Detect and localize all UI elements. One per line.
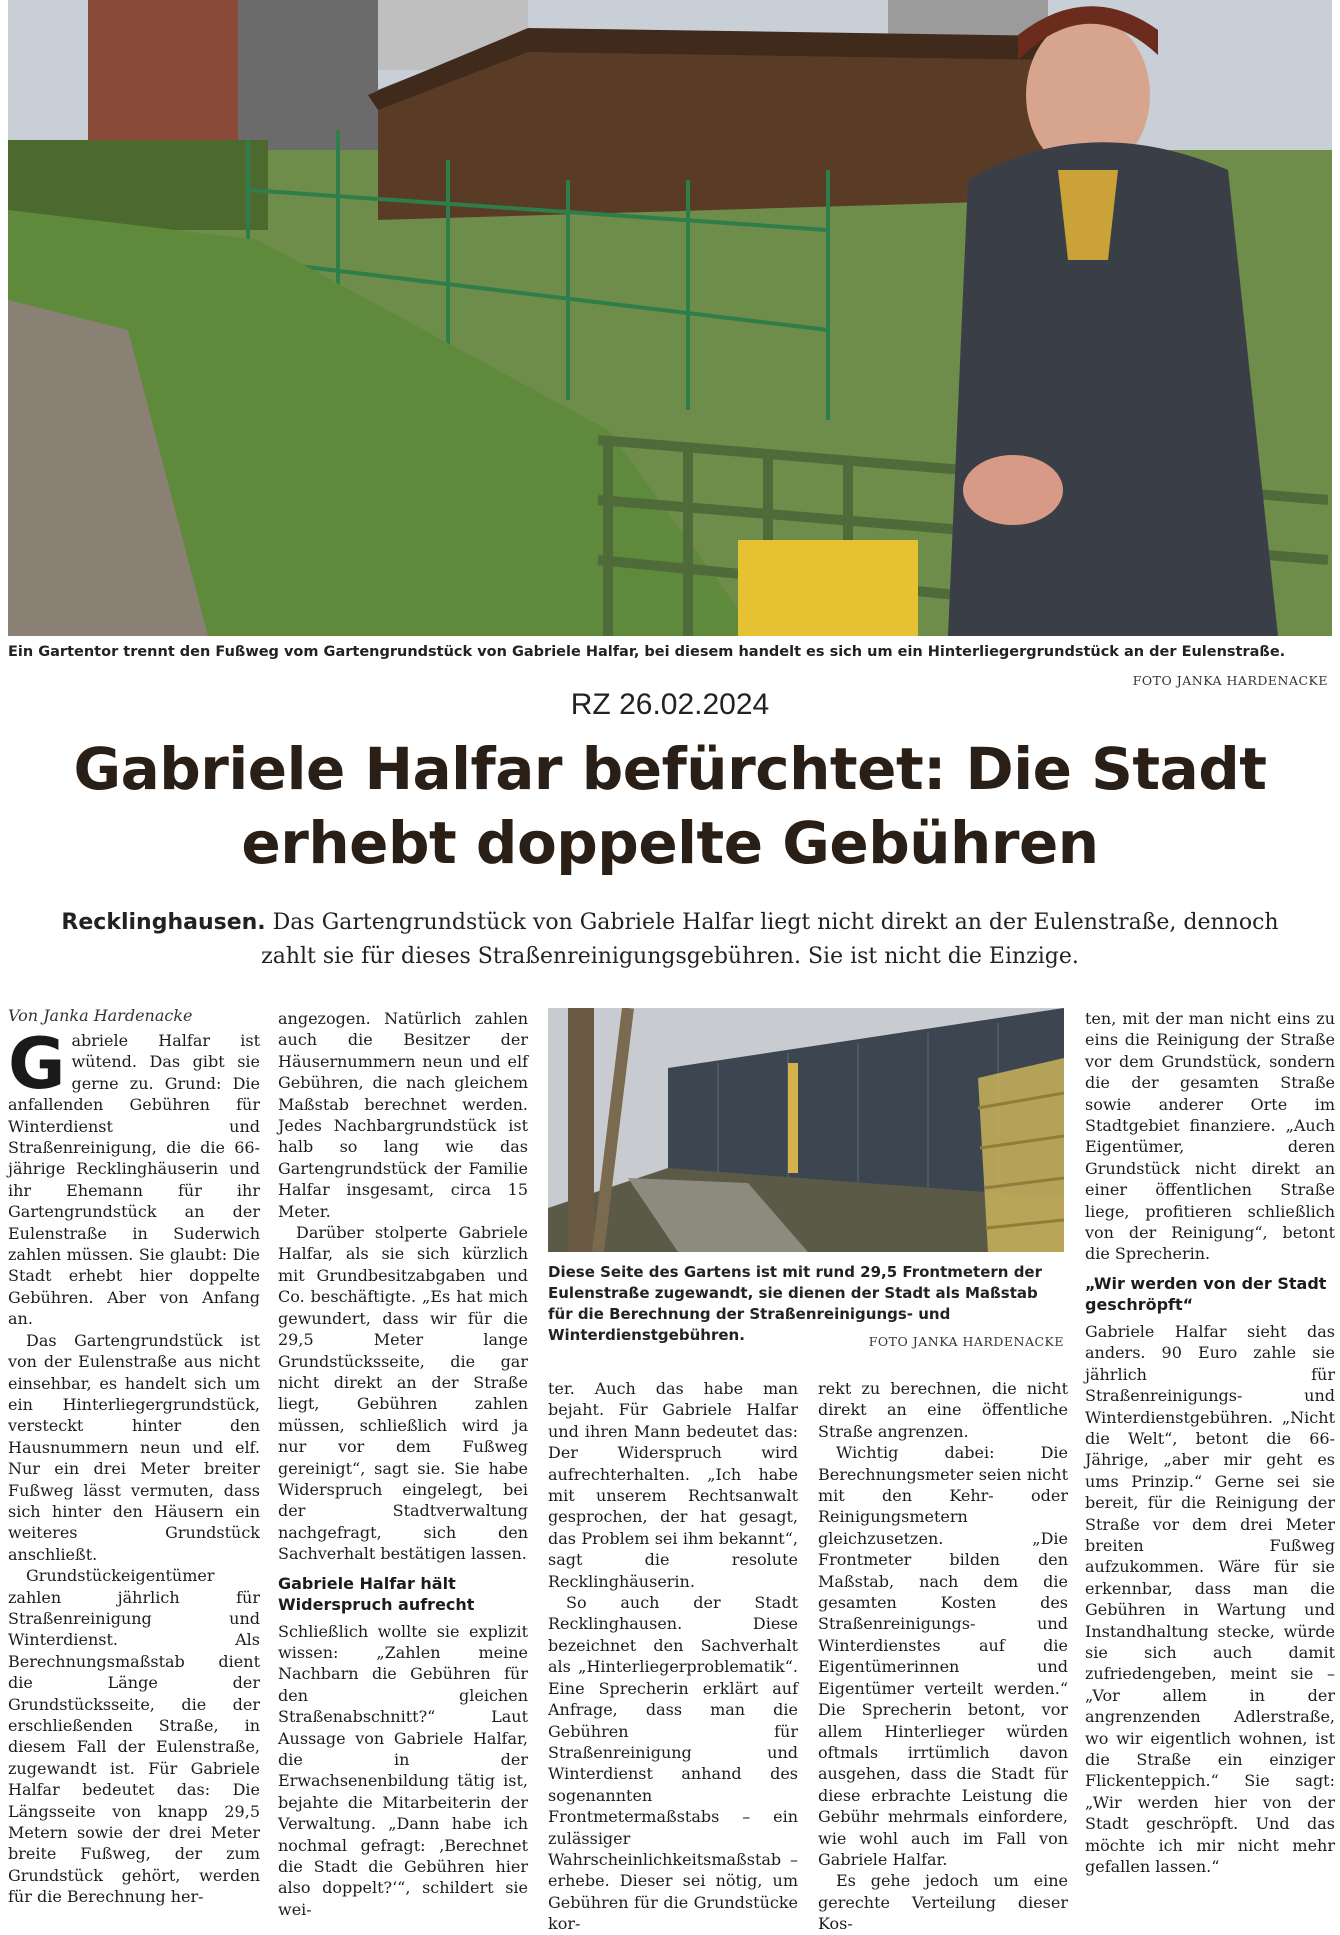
article-column-5: [1085, 1008, 1335, 1877]
headline-line-1: Gabriele Halfar befürchtet: Die Stadt: [73, 735, 1267, 803]
paragraph: Schließlich wollte sie explizit wissen: „Zahlen meine Nachbarn die Gebühren für den gleichen Straßenabschnitt?“ Laut Aussage von Gabriele Halfar, die in der Erwachsenenbildung tätig ist, bejahte die Mitarbeiterin der Verwaltung. „Dann habe ich nochmal gefragt: ‚Berechnet die Stadt die Gebühren hier also doppelt?‘“, schildert sie wei-: [278, 1621, 528, 1919]
photo-caption: Ein Gartentor trennt den Fußweg vom Gartengrundstück von Gabriele Halfar, bei diesem handelt es sich um ein Hinterliegergrundstück an der Eulenstraße.: [8, 644, 1286, 660]
lead-place: Recklinghausen.: [61, 910, 266, 935]
lead-text: Das Gartengrundstück von Gabriele Halfar liegt nicht direkt an der Eulenstraße, dennoch zahlt sie für dieses Straßenreinigungsgebühren. Sie ist nicht die Einzige.: [261, 910, 1279, 969]
headline: [20, 732, 1320, 880]
drop-cap: G: [8, 1023, 66, 1105]
paragraph: rekt zu berechnen, die nicht direkt an eine öffentliche Straße angrenzen.: [818, 1379, 1068, 1441]
paragraph: ter. Auch das habe man bejaht. Für Gabriele Halfar und ihren Mann bedeutet das: Der Widerspruch wird aufrechterhalten. „Ich habe mit unserem Rechtsanwalt gesprochen, der hat gesagt, das Problem sei ihm bekannt“, sagt die resolute Recklinghäuserin.: [548, 1379, 798, 1591]
paragraph: So auch der Stadt Recklinghausen. Diese bezeichnet den Sachverhalt als „Hinterliegerproblematik“. Eine Sprecherin erklärt auf Anfrage, dass man die Gebühren für Straßenreinigung und Winterdienst anhand des sogenannten Frontmetermaßstabs – ein zulässiger Wahrscheinlichkeitsmaßstab – erhebe. Dieser sei nötig, um Gebühren für die Grundstücke kor-: [548, 1593, 798, 1934]
subheading: „Wir werden von der Stadt geschröpft“: [1085, 1273, 1327, 1314]
dateline: RZ 26.02.2024: [570, 688, 770, 721]
paragraph: angezogen. Natürlich zahlen auch die Besitzer der Häusernummern neun und elf Gebühren, die nach gleichem Maßstab berechnet werden. Jedes Nachbargrundstück ist halb so lang wie das Gartengrundstück der Familie Halfar insgesamt, circa 15 Meter.: [278, 1009, 528, 1221]
top-photo: [8, 0, 1332, 636]
subheading: Gabriele Halfar hält Widerspruch aufrecht: [278, 1573, 475, 1614]
headline-line-2: erhebt doppelte Gebühren: [241, 809, 1099, 877]
article-column-3: [548, 1378, 798, 1935]
photo-credit: FOTO JANKA HARDENACKE: [1132, 673, 1328, 688]
author-byline: Von Janka Hardenacke: [8, 1006, 193, 1025]
paragraph: ten, mit der man nicht eins zu eins die Reinigung der Straße vor dem Grundstück, sondern die der gesamten Straße sowie anderer Orte im Stadtgebiet finanziere. „Auch Eigentümer, deren Grundstück nicht direkt an einer öffentlichen Straße liege, profitieren schließlich von der Reinigung“, betont die Sprecherin.: [1085, 1009, 1335, 1264]
article-column-4: [818, 1378, 1068, 1935]
paragraph: Gabriele Halfar sieht das anders. 90 Euro zahle sie jährlich für Straßenreinigungs- und Winterdienstgebühren. „Nicht die Welt“, betont die 66-Jährige, „aber mir geht es ums Prinzip.“ Gerne sei sie bereit, für die Reinigung der Straße vor dem drei Meter breiten Fußweg aufzukommen. Wäre für sie erkennbar, dass man die Gebühren in Wartung und Instandhaltung stecke, würde sie sich auch damit zufriedengeben, meint sie – „Vor allem in der angrenzenden Adlerstraße, wo wir eigentlich wohnen, ist die Straße ein einziger Flickenteppich.“ Sie sagt: „Wir werden hier von der Stadt geschröpft. Und das möchte ich mir nicht mehr gefallen lassen.“: [1085, 1321, 1335, 1877]
lead: [40, 906, 1300, 974]
paragraph: Gabriele Halfar ist wütend. Das gibt sie gerne zu. Grund: Die anfallenden Gebühren für Winterdienst und Straßenreinigung, die die 66-jährige Recklinghäuserin und ihr Ehemann für ihr Gartengrundstück an der Eulenstraße in Suderwich zahlen müssen. Sie glaubt: Die Stadt erhebt hier doppelte Gebühren. Aber von Anfang an.: [8, 1023, 260, 1329]
garden-photo: [548, 1008, 1064, 1252]
garden-photo-credit: FOTO JANKA HARDENACKE: [868, 1334, 1064, 1349]
article-column-1: [8, 1023, 260, 1908]
paragraph: Grundstückeigentümer zahlen jährlich für Straßenreinigung und Winterdienst. Als Berechnungsmaßstab dient die Länge der Grundstücksseite, die der erschließenden Straße, in diesem Fall der Eulenstraße, zugewandt ist. Für Gabriele Halfar bedeutet das: Die Längsseite von knapp 29,5 Metern sowie der drei Meter breite Fußweg, der zum Grundstück gehört, werden für die Berechnung her-: [8, 1566, 260, 1907]
paragraph: Das Gartengrundstück ist von der Eulenstraße aus nicht einsehbar, es handelt sich um ein Hinterliegergrundstück, versteckt hinter den Hausnummern neun und elf. Nur ein drei Meter breiter Fußweg lässt vermuten, dass sich hinter den Häusern ein weiteres Grundstück anschließt.: [8, 1330, 260, 1564]
garden-photo-caption: Diese Seite des Gartens ist mit rund 29,5 Frontmetern der Eulenstraße zugewandt, sie dienen der Stadt als Maßstab für die Berechnung der Straßenreinigungs- und Winterdienstgebühren.: [548, 1263, 1043, 1344]
paragraph: Es gehe jedoch um eine gerechte Verteilung dieser Kos-: [818, 1871, 1068, 1934]
paragraph: Wichtig dabei: Die Berechnungsmeter seien nicht mit den Kehr- oder Reinigungsmetern gleichzusetzen. „Die Frontmeter bilden den Maßstab, nach dem die gesamten Kosten des Straßenreinigungs- und Winterdienstes auf die Eigentümerinnen und Eigentümer verteilt werden.“ Die Sprecherin betont, vor allem Hinterlieger würden oftmals irrtümlich davon ausgehen, dass die Stadt für diese erbrachte Leistung die Gebühr mehrmals einfordere, wie wohl auch im Fall von Gabriele Halfar.: [818, 1443, 1068, 1869]
paragraph: Darüber stolperte Gabriele Halfar, als sie sich kürzlich mit Grundbesitzabgaben und Co. beschäftigte. „Es hat mich gewundert, dass wir für die 29,5 Meter lange Grundstücksseite, die gar nicht direkt an der Straße liegt, Gebühren zahlen müssen, schließlich wird ja nur vor dem Fußweg gereinigt“, sagt sie. Sie habe Widerspruch eingelegt, bei der Stadtverwaltung nachgefragt, sich den Sachverhalt bestätigen lassen.: [278, 1223, 528, 1564]
article-column-2: [278, 1008, 528, 1920]
